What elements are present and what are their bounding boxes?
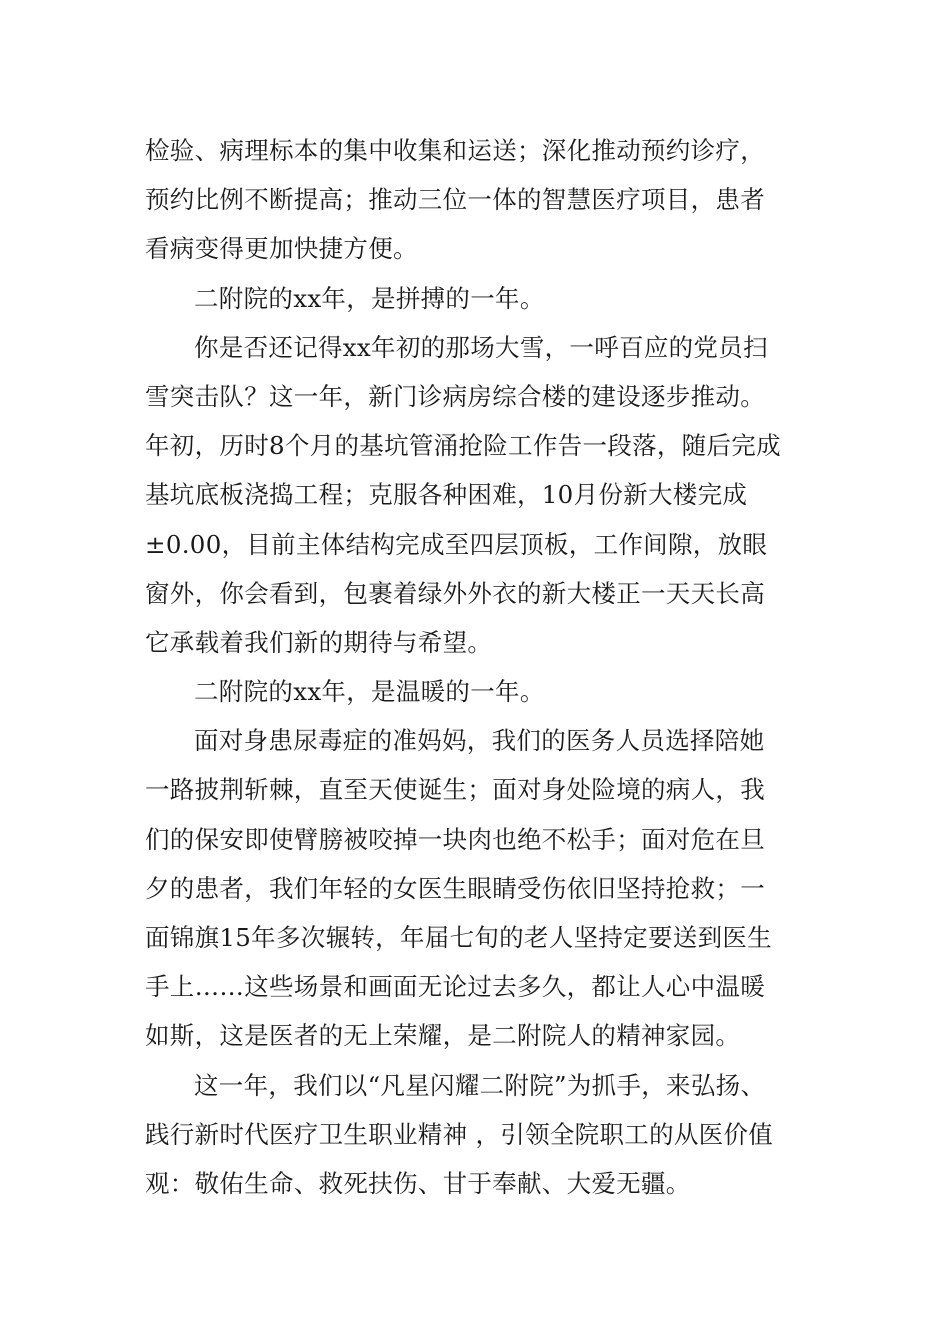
text-line: 看病变得更加快捷方便。 <box>145 234 418 264</box>
text-line: 观：敬佑生命、救死扶伤、甘于奉献、大爱无疆。 <box>145 1168 691 1198</box>
text-line: 夕的患者，我们年轻的女医生眼睛受伤依旧坚持抢救；一 <box>145 873 765 903</box>
text-line: 雪突击队？这一年，新门诊病房综合楼的建设逐步推动。 <box>145 381 765 411</box>
text-line: 践行新时代医疗卫生职业精神 ，引领全院职工的从医价值 <box>145 1119 774 1149</box>
text-line: 面锦旗15年多次辗转，年届七旬的老人坚持定要送到医生 <box>145 923 772 952</box>
text-line: ±0.00，目前主体结构完成至四层顶板，工作间隙，放眼 <box>145 529 768 559</box>
text-line: 手上……这些场景和画面无论过去多久，都让人心中温暖 <box>145 972 765 1002</box>
text-line: 们的保安即使臂膀被咬掉一块肉也绝不松手；面对危在旦 <box>145 824 765 854</box>
text-line: 年初，历时8个月的基坑管涌抢险工作告一段落，随后完成 <box>145 431 781 461</box>
text-line: 窗外，你会看到，包裹着绿外外衣的新大楼正一天天长高 <box>145 578 765 608</box>
paragraph-heading: 二附院的xx年，是拼搏的一年。 <box>194 283 545 313</box>
text-line: 这一年，我们以“凡星闪耀二附院”为抓手，来弘扬、 <box>194 1070 766 1100</box>
text-line: 你是否还记得xx年初的那场大雪，一呼百应的党员扫 <box>194 332 768 362</box>
text-line: 检验、病理标本的集中收集和运送；深化推动预约诊疗， <box>145 136 765 165</box>
paragraph-heading: 二附院的xx年，是温暖的一年。 <box>194 677 545 707</box>
text-line: 一路披荆斩棘，直至天使诞生；面对身处险境的病人，我 <box>145 775 765 805</box>
document-body <box>145 126 815 1208</box>
text-line: 预约比例不断提高；推动三位一体的智慧医疗项目，患者 <box>145 185 765 215</box>
text-line: 面对身患尿毒症的准妈妈，我们的医务人员选择陪她 <box>194 726 765 756</box>
text-line: 如斯，这是医者的无上荣耀，是二附院人的精神家园。 <box>145 1021 741 1051</box>
text-line: 基坑底板浇捣工程；克服各种困难，10月份新大楼完成 <box>145 480 748 510</box>
text-line: 它承载着我们新的期待与希望。 <box>145 627 493 657</box>
